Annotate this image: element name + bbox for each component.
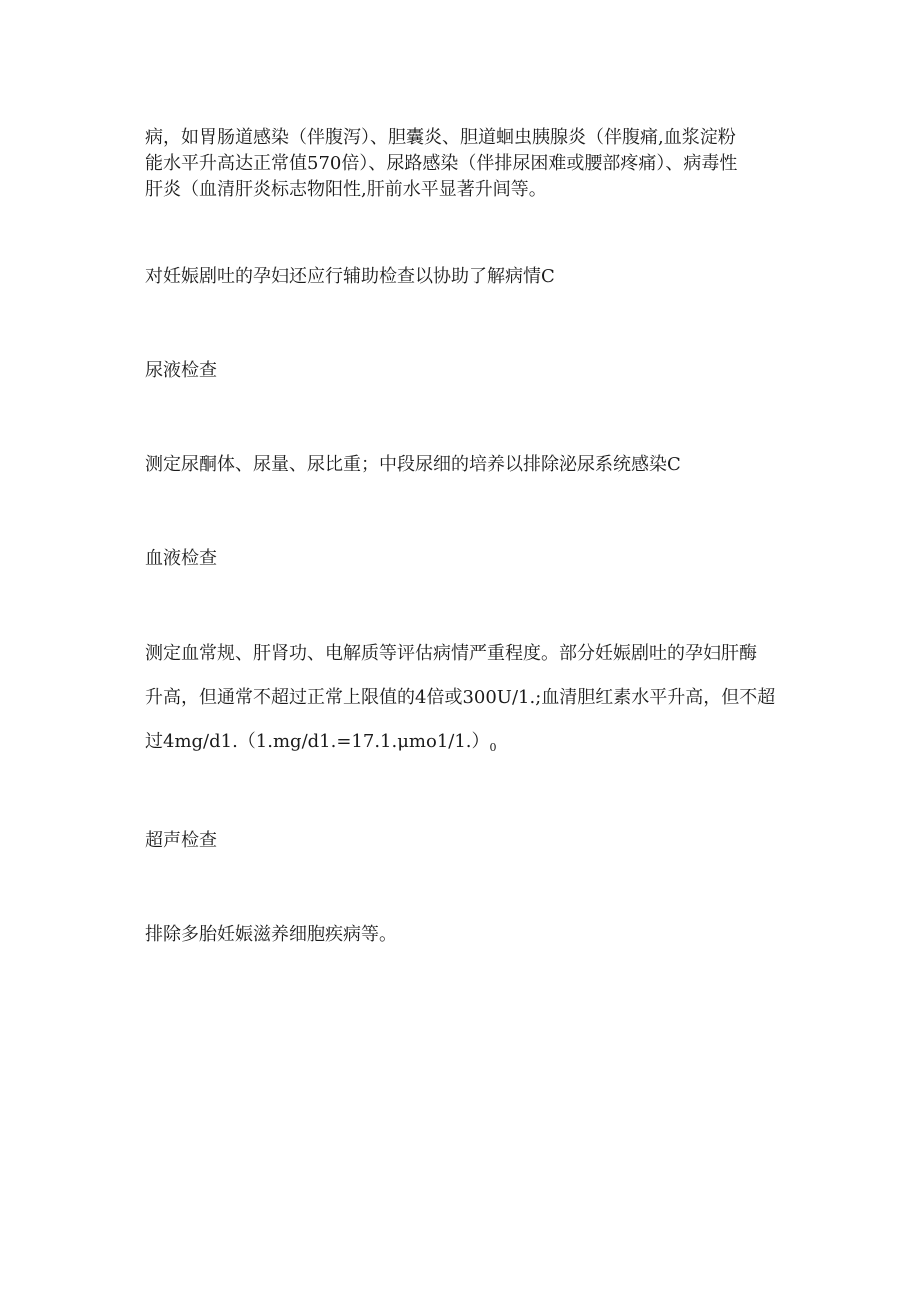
paragraph-line: 测定血常规、肝肾功、电解质等评估病情严重程度。部分妊娠剧吐的孕妇肝酶: [145, 643, 757, 664]
paragraph-blood-test: [145, 632, 785, 770]
paragraph-line: 升高，但通常不超过正常上限值的4倍或300U/1.;血清胆红素水平升高，但不超: [145, 687, 776, 708]
paragraph-differential-diagnosis: [145, 125, 785, 203]
paragraph-line: [145, 720, 785, 770]
paragraph-line: 能水平升高达正常值570倍）、尿路感染（伴排尿困难或腰部疼痛）、病毒性: [145, 153, 738, 174]
heading-blood-test: 血液检查: [145, 548, 217, 569]
heading-ultrasound: 超声检查: [145, 830, 217, 851]
subscript-mark: 0: [489, 741, 497, 754]
paragraph-auxiliary-exams: 对妊娠剧吐的孕妇还应行辅助检查以协助了解病情C: [145, 266, 555, 287]
paragraph-line: 病，如胃肠道感染（伴腹泻）、胆囊炎、胆道蛔虫胰腺炎（伴腹痛,血浆淀粉: [145, 127, 736, 148]
paragraph-line-text: 过4mg∕d1.（1.mg∕d1.=17.1.μmo1∕1.）: [145, 731, 490, 752]
paragraph-line: 肝炎（血清肝炎标志物阳性,肝前水平显著升闾等。: [145, 179, 547, 200]
paragraph-ultrasound: 排除多胎妊娠滋养细胞疾病等。: [145, 924, 397, 945]
paragraph-urine-test: 测定尿酮体、尿量、尿比重；中段尿细的培养以排除泌尿系统感染C: [145, 454, 681, 475]
heading-urine-test: 尿液检查: [145, 360, 217, 381]
